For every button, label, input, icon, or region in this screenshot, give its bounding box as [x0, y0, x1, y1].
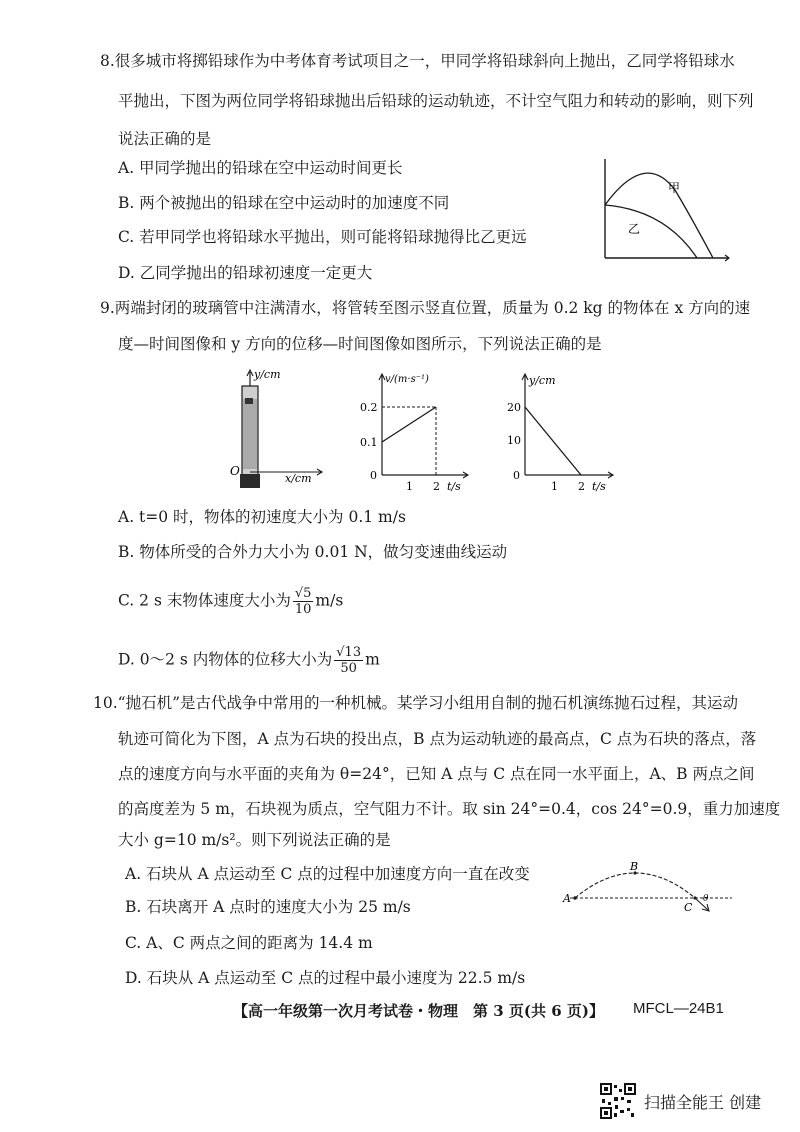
page-footer-title: 【高一年级第一次月考试卷・物理 第 3 页(共 6 页)】: [233, 1002, 604, 1020]
q9-tube-base: [240, 474, 260, 488]
q9-yt-ytick-0: 0: [513, 469, 520, 482]
q9-vt-x-label: t/s: [447, 480, 461, 493]
q9-tube-figure: [225, 364, 335, 498]
q9-yt-ytick-10: 10: [507, 434, 521, 447]
q9-tube-y-label: y/cm: [254, 368, 281, 381]
q8-stem-line-2: 平抛出，下图为两位同学将铅球抛出后铅球的运动轨迹，不计空气阻力和转动的影响，则下列: [118, 92, 754, 110]
q9-vt-xtick-2: 2: [433, 480, 440, 493]
q8-stem-line-3: 说法正确的是: [118, 130, 212, 148]
q10-label-b: B: [630, 860, 639, 873]
q8-curve-jia: [605, 173, 713, 258]
q9-tube-origin: O: [230, 464, 240, 478]
q9-option-c: [118, 586, 343, 617]
q8-curve-yi: [605, 205, 697, 258]
q10-trajectory-arc: [575, 873, 695, 898]
q9-option-d-fraction: $\frac{√13}{50}$: [336, 645, 362, 676]
q9-yt-graph: [495, 370, 620, 499]
q9-vt-graph: [350, 370, 475, 499]
q10-label-a: A: [563, 892, 571, 905]
q10-option-d: D. 石块从 A 点运动至 C 点的过程中最小速度为 22.5 m/s: [125, 969, 526, 987]
q8-trajectory-figure: [595, 155, 735, 271]
q10-label-theta: θ: [703, 894, 709, 904]
scanner-watermark-text: 扫描全能王 创建: [644, 1093, 762, 1112]
q9-yt-y-label: y/cm: [529, 374, 556, 387]
q10-stem-line-2: 轨迹可简化为下图，A 点为石块的投出点，B 点为运动轨迹的最高点，C 点为石块的落点，落: [118, 730, 757, 748]
q8-label-jia: 甲: [668, 181, 681, 195]
q9-option-d-text: D. 0～2 s 内物体的位移大小为: [118, 650, 333, 669]
q9-stem-line-2: 度—时间图像和 y 方向的位移—时间图像如图所示，下列说法正确的是: [118, 335, 602, 353]
q10-trajectory-figure: [560, 858, 735, 932]
q10-option-c: C. A、C 两点之间的距离为 14.4 m: [125, 934, 373, 952]
q9-yt-line: [525, 407, 581, 475]
q8-option-c: C. 若甲同学也将铅球水平抛出，则可能将铅球抛得比乙更远: [118, 228, 527, 246]
q9-vt-ytick-0: 0: [370, 469, 377, 482]
q9-vt-ytick-0.1: 0.1: [360, 436, 378, 449]
q10-stem-line-1: 10.“抛石机”是古代战争中常用的一种机械。某学习小组用自制的抛石机演练抛石过程，其运动: [93, 694, 739, 712]
q9-option-c-unit: m/s: [315, 591, 344, 610]
q9-vt-ytick-0.2: 0.2: [360, 401, 378, 414]
q10-stem-line-3: 点的速度方向与水平面的夹角为 θ=24°，已知 A 点与 C 点在同一水平面上，A、B 两点之间: [118, 765, 755, 783]
q9-option-d-unit: m: [365, 650, 380, 669]
q10-stem-line-5: 大小 g=10 m/s²。则下列说法正确的是: [118, 831, 391, 849]
q9-tube-x-label: x/cm: [285, 472, 312, 485]
q10-option-a: A. 石块从 A 点运动至 C 点的过程中加速度方向一直在改变: [125, 865, 530, 883]
q9-yt-xtick-2: 2: [578, 480, 585, 493]
q8-label-yi: 乙: [628, 222, 641, 236]
q8-stem-line-1: 8.很多城市将掷铅球作为中考体育考试项目之一，甲同学将铅球斜向上抛出，乙同学将铅球水: [100, 52, 735, 70]
q9-vt-y-label: v/(m·s⁻¹): [385, 374, 429, 385]
q9-option-b: B. 物体所受的合外力大小为 0.01 N，做匀变速曲线运动: [118, 543, 508, 561]
q9-yt-xtick-1: 1: [551, 480, 558, 493]
qr-code-icon: [600, 1083, 636, 1123]
q10-label-c: C: [684, 901, 693, 914]
page-footer-code: MFCL—24B1: [633, 1000, 724, 1017]
q9-option-c-text: C. 2 s 末物体速度大小为: [118, 591, 291, 610]
q10-option-b: B. 石块离开 A 点时的速度大小为 25 m/s: [125, 898, 411, 916]
q9-stem-line-1: 9.两端封闭的玻璃管中注满清水，将管转至图示竖直位置，质量为 0.2 kg 的物体在 x 方向的速: [100, 299, 751, 317]
q9-yt-ytick-20: 20: [507, 401, 521, 414]
q9-option-c-fraction: $\frac{√5}{10}$: [294, 586, 312, 617]
q8-option-d: D. 乙同学抛出的铅球初速度一定更大: [118, 264, 373, 282]
q9-yt-x-label: t/s: [592, 480, 606, 493]
q10-stem-line-4: 的高度差为 5 m，石块视为质点，空气阻力不计。取 sin 24°=0.4，cos 24°=0.9，重力加速度: [118, 800, 781, 818]
q9-option-a: A. t=0 时，物体的初速度大小为 0.1 m/s: [118, 508, 406, 526]
q9-option-d: [118, 645, 380, 676]
q8-option-a: A. 甲同学抛出的铅球在空中运动时间更长: [118, 159, 403, 177]
q9-vt-line: [382, 407, 436, 442]
q9-vt-xtick-1: 1: [406, 480, 413, 493]
q8-option-b: B. 两个被抛出的铅球在空中运动时的加速度不同: [118, 194, 450, 212]
